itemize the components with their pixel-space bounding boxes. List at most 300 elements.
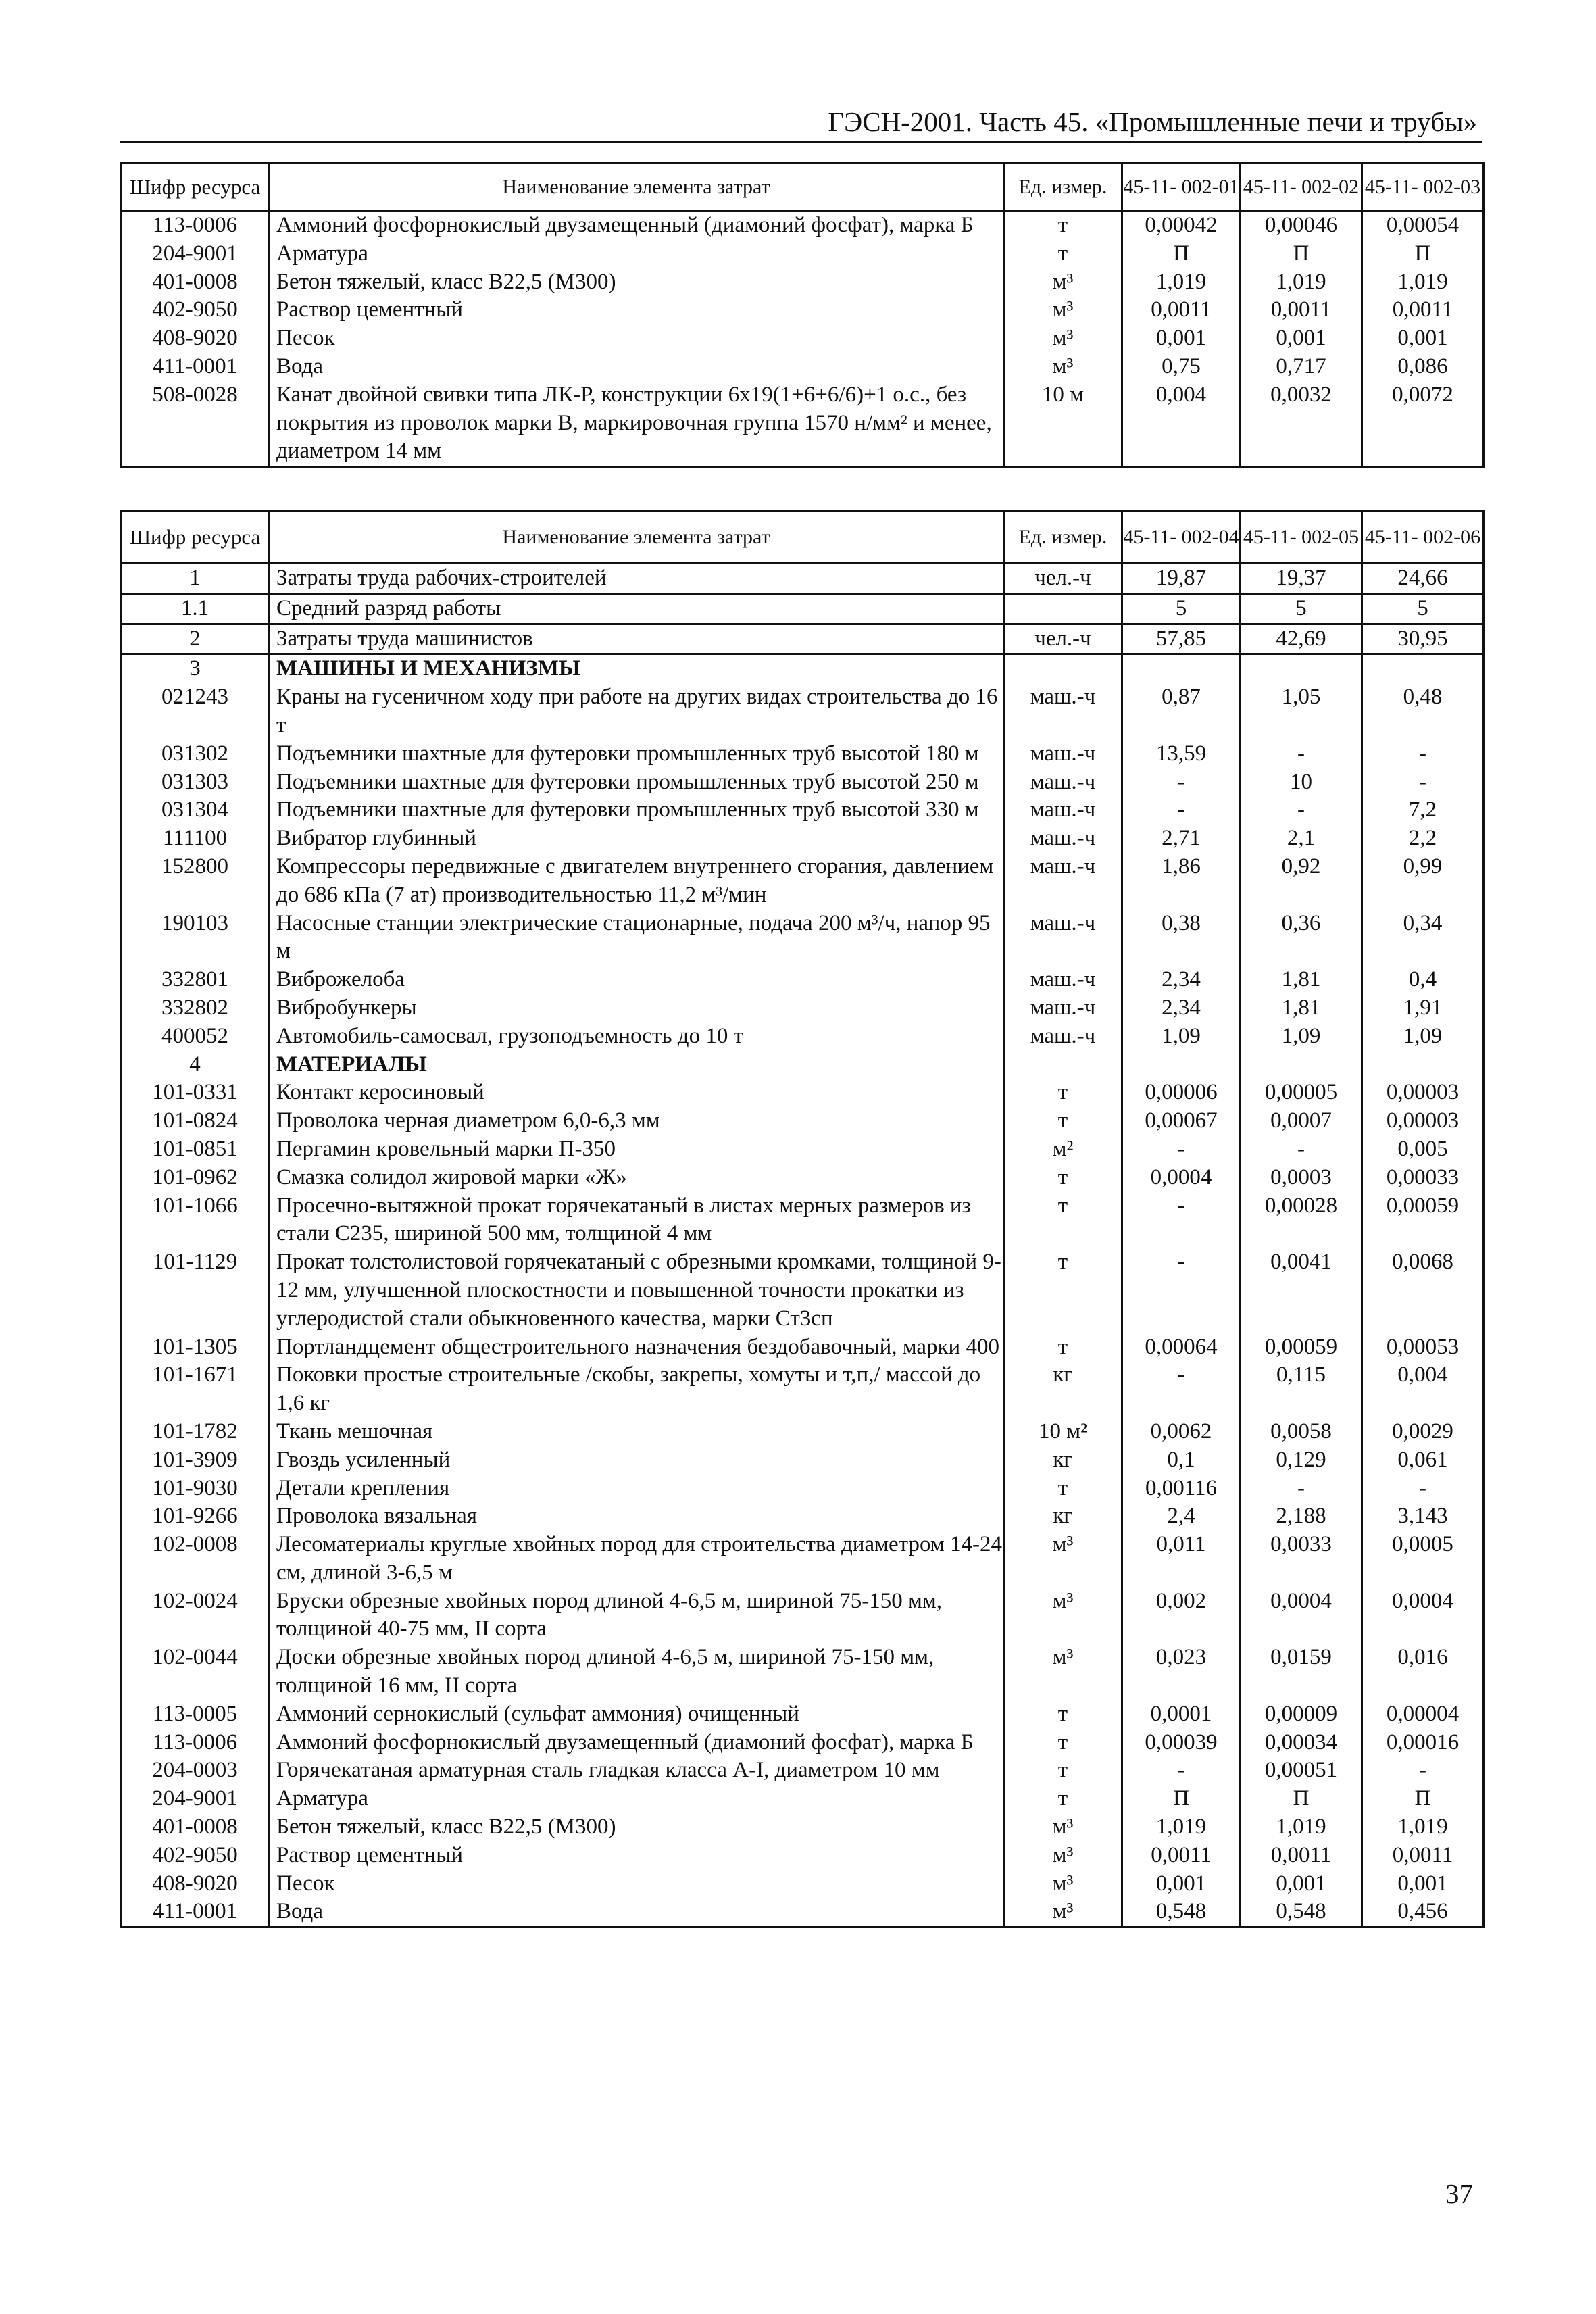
value-cell: 1,019 (1122, 1813, 1241, 1842)
header-col2: 45-11- 002-02 (1241, 164, 1362, 211)
unit-cell: т (1004, 1192, 1122, 1249)
resource-code-cell: 101-9266 (122, 1502, 269, 1531)
value-cell: 0,0062 (1122, 1418, 1241, 1446)
value-cell: 0,4 (1362, 966, 1484, 994)
resource-code-cell: 102-0008 (122, 1531, 269, 1587)
resource-table-2 (120, 510, 1485, 1928)
resource-code-cell: 113-0005 (122, 1700, 269, 1729)
table-row (122, 296, 1484, 324)
value-cell: 10 (1241, 768, 1362, 797)
unit-cell: маш.-ч (1004, 994, 1122, 1023)
table-row (122, 1361, 1484, 1418)
resource-code-cell: 101-1782 (122, 1418, 269, 1446)
value-cell: 5 (1122, 593, 1241, 624)
resource-code-cell: 400052 (122, 1023, 269, 1051)
value-cell: 2,4 (1122, 1502, 1241, 1531)
unit-cell: т (1004, 211, 1122, 240)
value-cell: 0,00003 (1362, 1107, 1484, 1135)
value-cell: 0,001 (1241, 1870, 1362, 1898)
value-cell: - (1241, 1135, 1362, 1164)
value-cell: 0,00064 (1122, 1333, 1241, 1362)
resource-name-cell: Аммоний сернокислый (сульфат аммония) очищенный (269, 1700, 1004, 1729)
unit-cell: маш.-ч (1004, 853, 1122, 910)
value-cell: 0,0011 (1241, 296, 1362, 324)
resource-code-cell: 101-1305 (122, 1333, 269, 1362)
table-row (122, 1587, 1484, 1644)
unit-cell: 10 м² (1004, 1418, 1122, 1446)
value-cell: 0,00028 (1241, 1192, 1362, 1249)
resource-name-cell: Раствор цементный (269, 296, 1004, 324)
resource-code-cell: 101-1066 (122, 1192, 269, 1249)
page-header: ГЭСН-2001. Часть 45. «Промышленные печи и трубы» (828, 106, 1477, 137)
unit-cell: маш.-ч (1004, 966, 1122, 994)
resource-code-cell: 190103 (122, 910, 269, 966)
value-cell: 0,1 (1122, 1446, 1241, 1475)
resource-code-cell: 031302 (122, 740, 269, 768)
table-row (122, 654, 1484, 683)
unit-cell: т (1004, 1700, 1122, 1729)
resource-code-cell: 401-0008 (122, 1813, 269, 1842)
value-cell: 0,0041 (1241, 1248, 1362, 1333)
value-cell: П (1362, 1785, 1484, 1813)
resource-code-cell: 101-3909 (122, 1446, 269, 1475)
table-row (122, 994, 1484, 1023)
resource-name-cell: Контакт керосиновый (269, 1079, 1004, 1107)
resource-code-cell: 332801 (122, 966, 269, 994)
unit-cell: м³ (1004, 1898, 1122, 1927)
resource-name-cell: Автомобиль-самосвал, грузоподъемность до 10 т (269, 1023, 1004, 1051)
value-cell: 0,0032 (1241, 381, 1362, 467)
value-cell: - (1362, 768, 1484, 797)
value-cell: 1,09 (1362, 1023, 1484, 1051)
resource-table-1 (120, 162, 1485, 468)
resource-code-cell: 508-0028 (122, 381, 269, 467)
table-row (122, 1446, 1484, 1475)
resource-code-cell: 1.1 (122, 593, 269, 624)
table-row (122, 1135, 1484, 1164)
table-row (122, 1700, 1484, 1729)
resource-code-cell: 411-0001 (122, 353, 269, 381)
resource-name-cell: Портландцемент общестроительного назначения бездобавочный, марки 400 (269, 1333, 1004, 1362)
value-cell: 0,00034 (1241, 1729, 1362, 1757)
resource-name-cell: Проволока вязальная (269, 1502, 1004, 1531)
value-cell: 0,87 (1122, 683, 1241, 740)
resource-name-cell: Гвоздь усиленный (269, 1446, 1004, 1475)
value-cell: 0,00039 (1122, 1729, 1241, 1757)
value-cell: 0,717 (1241, 353, 1362, 381)
unit-cell: м³ (1004, 268, 1122, 297)
value-cell: 0,0005 (1362, 1531, 1484, 1587)
value-cell: - (1362, 1475, 1484, 1503)
resource-code-cell: 101-9030 (122, 1475, 269, 1503)
resource-name-cell: Просечно-вытяжной прокат горячекатаный в листах мерных размеров из стали С235, шириной 500 мм, толщиной 4 мм (269, 1192, 1004, 1249)
value-cell: 24,66 (1362, 564, 1484, 594)
value-cell (1122, 654, 1241, 683)
value-cell: 0,48 (1362, 683, 1484, 740)
value-cell: 1,019 (1122, 268, 1241, 297)
value-cell: 0,548 (1122, 1898, 1241, 1927)
resource-name-cell: Прокат толстолистовой горячекатаный с обрезными кромками, толщиной 9-12 мм, улучшенной плоскостности и повышенной точности прокатки из углеродистой стали обыкновенного качества, марки Ст3сп (269, 1248, 1004, 1333)
value-cell: 0,00067 (1122, 1107, 1241, 1135)
value-cell: - (1122, 1361, 1241, 1418)
unit-cell: т (1004, 1107, 1122, 1135)
table-row (122, 1813, 1484, 1842)
table-row (122, 768, 1484, 797)
value-cell: 0,004 (1122, 381, 1241, 467)
value-cell (1241, 654, 1362, 683)
table-row (122, 824, 1484, 853)
resource-name-cell: Детали крепления (269, 1475, 1004, 1503)
table-row (122, 1842, 1484, 1870)
table-row (122, 624, 1484, 654)
unit-cell: маш.-ч (1004, 1023, 1122, 1051)
resource-code-cell: 102-0044 (122, 1644, 269, 1700)
value-cell: 0,38 (1122, 910, 1241, 966)
resource-code-cell: 113-0006 (122, 1729, 269, 1757)
resource-code-cell: 2 (122, 624, 269, 654)
unit-cell (1004, 654, 1122, 683)
value-cell: 0,001 (1122, 1870, 1241, 1898)
resource-code-cell: 411-0001 (122, 1898, 269, 1927)
value-cell (1241, 1051, 1362, 1079)
table-row (122, 853, 1484, 910)
resource-name-cell: Подъемники шахтные для футеровки промышленных труб высотой 180 м (269, 740, 1004, 768)
value-cell: 0,0007 (1241, 1107, 1362, 1135)
value-cell: 0,0004 (1241, 1587, 1362, 1644)
unit-cell: кг (1004, 1502, 1122, 1531)
unit-cell: м³ (1004, 1587, 1122, 1644)
value-cell: 1,86 (1122, 853, 1241, 910)
header-col2: 45-11- 002-05 (1241, 511, 1362, 564)
value-cell: 0,0068 (1362, 1248, 1484, 1333)
value-cell: 0,011 (1122, 1531, 1241, 1587)
value-cell: - (1241, 740, 1362, 768)
resource-code-cell: 101-0851 (122, 1135, 269, 1164)
value-cell: 0,0159 (1241, 1644, 1362, 1700)
value-cell: 0,00004 (1362, 1700, 1484, 1729)
unit-cell: маш.-ч (1004, 740, 1122, 768)
value-cell: 1,05 (1241, 683, 1362, 740)
resource-code-cell: 402-9050 (122, 296, 269, 324)
resource-code-cell: 031303 (122, 768, 269, 797)
value-cell: 0,00003 (1362, 1079, 1484, 1107)
unit-cell: маш.-ч (1004, 910, 1122, 966)
resource-name-cell: Бруски обрезные хвойных пород длиной 4-6,5 м, шириной 75-150 мм, толщиной 40-75 мм, II сорта (269, 1587, 1004, 1644)
table-row (122, 1107, 1484, 1135)
value-cell: 1,019 (1362, 268, 1484, 297)
value-cell: 0,0011 (1362, 296, 1484, 324)
value-cell: 0,115 (1241, 1361, 1362, 1418)
value-cell: 0,002 (1122, 1587, 1241, 1644)
value-cell: 13,59 (1122, 740, 1241, 768)
unit-cell: м³ (1004, 1813, 1122, 1842)
resource-code-cell: 031304 (122, 796, 269, 824)
unit-cell: т (1004, 1333, 1122, 1362)
resource-name-cell: Вода (269, 1898, 1004, 1927)
value-cell: - (1241, 796, 1362, 824)
table-row (122, 1079, 1484, 1107)
resource-name-cell: Краны на гусеничном ходу при работе на других видах строительства до 16 т (269, 683, 1004, 740)
value-cell: 42,69 (1241, 624, 1362, 654)
value-cell: 0,001 (1241, 324, 1362, 353)
resource-name-cell: Раствор цементный (269, 1842, 1004, 1870)
value-cell: 2,1 (1241, 824, 1362, 853)
header-name: Наименование элемента затрат (269, 511, 1004, 564)
table1-body (122, 211, 1484, 467)
resource-name-cell: Доски обрезные хвойных пород длиной 4-6,5 м, шириной 75-150 мм, толщиной 16 мм, II сорта (269, 1644, 1004, 1700)
table-row (122, 1870, 1484, 1898)
value-cell: 0,0011 (1241, 1842, 1362, 1870)
value-cell: 1,019 (1241, 1813, 1362, 1842)
unit-cell: маш.-ч (1004, 824, 1122, 853)
resource-code-cell: 101-1129 (122, 1248, 269, 1333)
resource-name-cell: Вибратор глубинный (269, 824, 1004, 853)
unit-cell: м³ (1004, 1870, 1122, 1898)
value-cell: 0,0011 (1122, 1842, 1241, 1870)
resource-code-cell: 152800 (122, 853, 269, 910)
table-row (122, 1164, 1484, 1192)
value-cell: 3,143 (1362, 1502, 1484, 1531)
resource-code-cell: 408-9020 (122, 1870, 269, 1898)
resource-name-cell: Насосные станции электрические стационарные, подача 200 м³/ч, напор 95 м (269, 910, 1004, 966)
resource-code-cell: 332802 (122, 994, 269, 1023)
resource-name-cell: Канат двойной свивки типа ЛК-Р, конструкции 6х19(1+6+6/6)+1 о.с., без покрытия из проволок марки В, маркировочная группа 1570 н/мм² и менее, диаметром 14 мм (269, 381, 1004, 467)
resource-code-cell: 102-0024 (122, 1587, 269, 1644)
value-cell: 2,34 (1122, 966, 1241, 994)
value-cell: 0,00053 (1362, 1333, 1484, 1362)
value-cell: 1,019 (1241, 268, 1362, 297)
value-cell: 1,81 (1241, 966, 1362, 994)
value-cell: - (1122, 768, 1241, 797)
value-cell: 0,0072 (1362, 381, 1484, 467)
resource-name-cell: Бетон тяжелый, класс В22,5 (М300) (269, 268, 1004, 297)
resource-name-cell: Затраты труда машинистов (269, 624, 1004, 654)
resource-name-cell: Аммоний фосфорнокислый двузамещенный (диамоний фосфат), марка Б (269, 1729, 1004, 1757)
header-name: Наименование элемента затрат (269, 164, 1004, 211)
value-cell: 0,0004 (1122, 1164, 1241, 1192)
unit-cell: т (1004, 1756, 1122, 1785)
value-cell: 0,0058 (1241, 1418, 1362, 1446)
value-cell: - (1122, 796, 1241, 824)
value-cell: - (1122, 1756, 1241, 1785)
table-row (122, 353, 1484, 381)
value-cell: 0,004 (1362, 1361, 1484, 1418)
unit-cell (1004, 593, 1122, 624)
table-row (122, 1333, 1484, 1362)
value-cell: 0,456 (1362, 1898, 1484, 1927)
resource-code-cell: 402-9050 (122, 1842, 269, 1870)
table-row (122, 381, 1484, 467)
value-cell: 0,00054 (1362, 211, 1484, 240)
value-cell: 0,92 (1241, 853, 1362, 910)
value-cell: 1,019 (1362, 1813, 1484, 1842)
value-cell: 2,71 (1122, 824, 1241, 853)
value-cell: П (1122, 1785, 1241, 1813)
table-row (122, 740, 1484, 768)
header-code: Шифр ресурса (122, 511, 269, 564)
value-cell: 0,0011 (1122, 296, 1241, 324)
header-col3: 45-11- 002-06 (1362, 511, 1484, 564)
resource-code-cell: 401-0008 (122, 268, 269, 297)
resource-name-cell: Подъемники шахтные для футеровки промышленных труб высотой 330 м (269, 796, 1004, 824)
unit-cell: т (1004, 1475, 1122, 1503)
value-cell: П (1362, 240, 1484, 268)
table-row (122, 966, 1484, 994)
resource-name-cell: Компрессоры передвижные с двигателем внутреннего сгорания, давлением до 686 кПа (7 ат) производительностью 11,2 м³/мин (269, 853, 1004, 910)
value-cell: П (1122, 240, 1241, 268)
page-number: 37 (1445, 2178, 1473, 2209)
value-cell: - (1362, 740, 1484, 768)
value-cell: 30,95 (1362, 624, 1484, 654)
resource-code-cell: 101-0824 (122, 1107, 269, 1135)
unit-cell: т (1004, 1729, 1122, 1757)
unit-cell: м³ (1004, 1531, 1122, 1587)
table-row (122, 211, 1484, 240)
table-row (122, 1248, 1484, 1333)
value-cell: 2,2 (1362, 824, 1484, 853)
value-cell: 0,001 (1362, 324, 1484, 353)
unit-cell: т (1004, 240, 1122, 268)
table-row (122, 324, 1484, 353)
value-cell: 5 (1362, 593, 1484, 624)
value-cell: 0,00009 (1241, 1700, 1362, 1729)
value-cell: 1,81 (1241, 994, 1362, 1023)
table-row (122, 910, 1484, 966)
value-cell: 0,36 (1241, 910, 1362, 966)
unit-cell: м³ (1004, 1644, 1122, 1700)
value-cell: 1,91 (1362, 994, 1484, 1023)
value-cell: П (1241, 1785, 1362, 1813)
value-cell: 0,0001 (1122, 1700, 1241, 1729)
resource-name-cell: Затраты труда рабочих-строителей (269, 564, 1004, 594)
resource-name-cell: Виброжелоба (269, 966, 1004, 994)
unit-cell: чел.-ч (1004, 564, 1122, 594)
resource-code-cell: 101-0331 (122, 1079, 269, 1107)
unit-cell: м³ (1004, 353, 1122, 381)
value-cell: 0,00006 (1122, 1079, 1241, 1107)
value-cell: 19,37 (1241, 564, 1362, 594)
resource-name-cell: Арматура (269, 1785, 1004, 1813)
resource-code-cell: 204-9001 (122, 1785, 269, 1813)
value-cell: 0,016 (1362, 1644, 1484, 1700)
value-cell: 19,87 (1122, 564, 1241, 594)
resource-code-cell: 3 (122, 654, 269, 683)
header-col1: 45-11- 002-04 (1122, 511, 1241, 564)
value-cell: 0,129 (1241, 1446, 1362, 1475)
value-cell: - (1122, 1135, 1241, 1164)
table-row (122, 796, 1484, 824)
value-cell: 0,00016 (1362, 1729, 1484, 1757)
value-cell: - (1362, 1756, 1484, 1785)
value-cell: 1,09 (1241, 1023, 1362, 1051)
header-col3: 45-11- 002-03 (1362, 164, 1484, 211)
table-row (122, 1785, 1484, 1813)
table2-body (122, 564, 1484, 1927)
unit-cell: м³ (1004, 324, 1122, 353)
value-cell: 0,00005 (1241, 1079, 1362, 1107)
unit-cell: м³ (1004, 1842, 1122, 1870)
value-cell: - (1122, 1192, 1241, 1249)
resource-code-cell: 204-0003 (122, 1756, 269, 1785)
unit-cell: маш.-ч (1004, 768, 1122, 797)
header-code: Шифр ресурса (122, 164, 269, 211)
value-cell: 5 (1241, 593, 1362, 624)
unit-cell: м² (1004, 1135, 1122, 1164)
unit-cell: т (1004, 1079, 1122, 1107)
value-cell: 0,00042 (1122, 211, 1241, 240)
resource-name-cell: Средний разряд работы (269, 593, 1004, 624)
value-cell: 0,00059 (1362, 1192, 1484, 1249)
unit-cell: кг (1004, 1361, 1122, 1418)
value-cell: 0,0033 (1241, 1531, 1362, 1587)
resource-name-cell: Пергамин кровельный марки П-350 (269, 1135, 1004, 1164)
value-cell: 0,061 (1362, 1446, 1484, 1475)
resource-name-cell: Проволока черная диаметром 6,0-6,3 мм (269, 1107, 1004, 1135)
resource-name-cell: Арматура (269, 240, 1004, 268)
resource-code-cell: 113-0006 (122, 211, 269, 240)
resource-name-cell: Песок (269, 1870, 1004, 1898)
value-cell: 0,001 (1362, 1870, 1484, 1898)
value-cell: 2,188 (1241, 1502, 1362, 1531)
value-cell: - (1241, 1475, 1362, 1503)
value-cell: 0,0029 (1362, 1418, 1484, 1446)
value-cell: - (1122, 1248, 1241, 1333)
resource-name-cell: МАТЕРИАЛЫ (269, 1051, 1004, 1079)
resource-code-cell: 101-0962 (122, 1164, 269, 1192)
unit-cell: чел.-ч (1004, 624, 1122, 654)
resource-code-cell: 408-9020 (122, 324, 269, 353)
header-col1: 45-11- 002-01 (1122, 164, 1241, 211)
header-unit: Ед. измер. (1004, 511, 1122, 564)
resource-name-cell: Лесоматериалы круглые хвойных пород для строительства диаметром 14-24 см, длиной 3-6,5 м (269, 1531, 1004, 1587)
value-cell: 0,75 (1122, 353, 1241, 381)
unit-cell: т (1004, 1785, 1122, 1813)
value-cell: 0,34 (1362, 910, 1484, 966)
unit-cell: т (1004, 1164, 1122, 1192)
value-cell: 0,001 (1122, 324, 1241, 353)
table-row (122, 1729, 1484, 1757)
resource-name-cell: Вода (269, 353, 1004, 381)
resource-name-cell: Вибробункеры (269, 994, 1004, 1023)
value-cell: 0,00059 (1241, 1333, 1362, 1362)
value-cell: 0,00116 (1122, 1475, 1241, 1503)
value-cell: 0,548 (1241, 1898, 1362, 1927)
value-cell: 7,2 (1362, 796, 1484, 824)
table-row (122, 1898, 1484, 1927)
table-row (122, 240, 1484, 268)
unit-cell: 10 м (1004, 381, 1122, 467)
table-row (122, 1192, 1484, 1249)
unit-cell: маш.-ч (1004, 683, 1122, 740)
value-cell (1122, 1051, 1241, 1079)
resource-name-cell: Смазка солидол жировой марки «Ж» (269, 1164, 1004, 1192)
resource-code-cell: 111100 (122, 824, 269, 853)
table-row (122, 1644, 1484, 1700)
unit-cell: маш.-ч (1004, 796, 1122, 824)
value-cell: 0,0003 (1241, 1164, 1362, 1192)
resource-name-cell: Песок (269, 324, 1004, 353)
table-row (122, 1756, 1484, 1785)
resource-code-cell: 1 (122, 564, 269, 594)
value-cell (1362, 654, 1484, 683)
unit-cell: кг (1004, 1446, 1122, 1475)
table-row (122, 593, 1484, 624)
resource-code-cell: 101-1671 (122, 1361, 269, 1418)
unit-cell (1004, 1051, 1122, 1079)
resource-name-cell: Аммоний фосфорнокислый двузамещенный (диамоний фосфат), марка Б (269, 211, 1004, 240)
table-row (122, 1418, 1484, 1446)
unit-cell: т (1004, 1248, 1122, 1333)
